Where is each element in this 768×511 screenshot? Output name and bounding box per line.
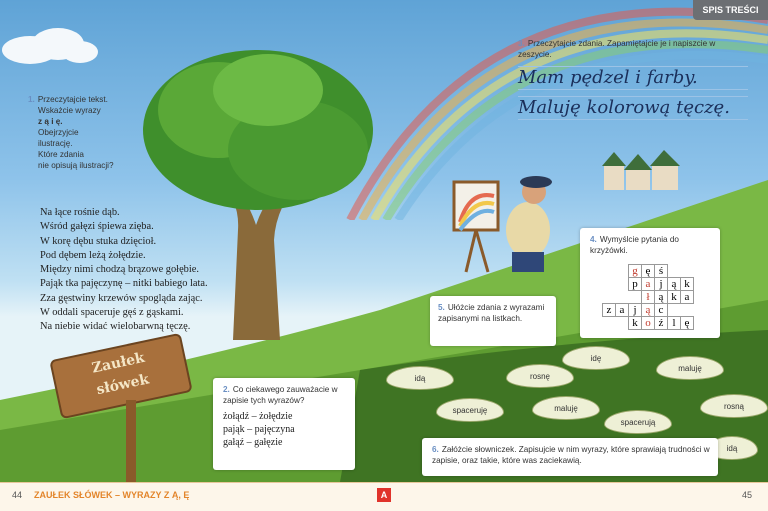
poem-line: W korę dębu stuka dzięcioł. [40,235,157,247]
task-1-line: nie opisują ilustracji? [38,161,114,170]
task-1-line: Które zdania [38,150,84,159]
page-number-right: 45 [742,490,753,500]
poem-text [40,206,270,335]
crossword-cell [668,304,681,317]
word-leaf: maluję [656,356,724,380]
crossword-cell: ą [668,278,681,291]
crossword-cell: g [629,265,642,278]
handwriting-sentence-2: Maluję kolorową tęczę. [518,97,730,118]
task-1-line: z ą i ę. [38,117,63,126]
poem-line: Pod dębem leżą żołędzie. [40,249,146,261]
task-4-crossword-box [580,228,720,338]
chapter-title: ZAUŁEK SŁÓWEK – WYRAZY Z Ą, Ę [34,490,190,500]
task-1-line: ilustrację. [38,139,73,148]
page-number-left: 44 [12,490,23,500]
crossword-cell: j [655,278,668,291]
crossword-cell [616,265,629,278]
task-1-line: Wskażcie wyrazy [38,106,101,115]
poem-line: Wśród gałęzi śpiewa zięba. [40,221,154,233]
task-5-box [430,296,556,346]
crossword-cell: a [616,304,629,317]
crossword-cell: ś [655,265,668,278]
task-6-text: Załóżcie słowniczek. Zapisujcie w nim wyrazy, które sprawiają trudności w zapisie, oraz takie, które was zaciekawią. [432,445,710,465]
word-leaf: idą [706,436,758,460]
task-number: 6. [432,445,439,454]
crossword-cell: ę [681,317,694,330]
crossword-cell: ź [655,317,668,330]
handwriting-line [518,66,748,90]
crossword-cell: ą [642,304,655,317]
task-3 [518,38,748,120]
crossword-cell [681,265,694,278]
task-6-box [422,438,718,476]
task-2-box [213,378,355,470]
crossword-cell: o [642,317,655,330]
task-number: 3. [518,39,525,48]
table-of-contents-button[interactable] [693,0,768,20]
crossword-row [603,317,694,330]
crossword-cell [603,265,616,278]
handwriting-line [518,96,748,120]
poem-line: Między nimi chodzą brązowe gołębie. [40,264,199,276]
crossword-cell: k [681,278,694,291]
crossword-cell [616,278,629,291]
word-leaf: maluję [532,396,600,420]
crossword-row [603,291,694,304]
task-5-text: Ułóżcie zdania z wyrazami zapisanymi na listkach. [438,303,545,323]
word-pair: żołądź – żołędzie [223,411,293,422]
signpost-line-1: Zaułek [90,349,147,377]
painter-illustration [448,160,558,275]
crossword-cell [629,291,642,304]
crossword-row [603,304,694,317]
task-number: 1. [28,95,35,104]
word-leaf: idę [562,346,630,370]
page-footer [0,482,768,511]
cloud-illustration [0,22,100,66]
crossword-cell: l [668,317,681,330]
crossword-cell [616,291,629,304]
signpost-line-2: słówek [95,371,151,399]
crossword-row [603,278,694,291]
crossword-cell: ą [655,291,668,304]
crossword-cell: ę [642,265,655,278]
poem-line: W oddali spaceruje gęś z gąskami. [40,307,184,319]
poem-line: Na niebie widać wielobarwną tęczę. [40,321,191,333]
task-number: 2. [223,385,230,394]
task-4-text: Wymyślcie pytania do krzyżówki. [590,235,679,255]
crossword-cell: j [629,304,642,317]
crossword-cell: z [603,304,616,317]
crossword-cell: a [681,291,694,304]
word-leaf: rosnę [506,364,574,388]
task-1-line: Przeczytajcie tekst. [37,95,108,104]
task-number: 5. [438,303,445,312]
task-number: 4. [590,235,597,244]
word-pair: gałąź – gałęzie [223,437,283,448]
task-3-text: Przeczytajcie zdania. Zapamiętajcie je i napiszcie w zeszycie. [518,39,716,59]
crossword-cell [603,278,616,291]
crossword-cell: a [642,278,655,291]
crossword-cell [681,304,694,317]
poem-line: Zza gęstwiny krzewów spogląda zając. [40,292,203,304]
table-of-contents-label: SPIS TREŚCI [702,5,759,15]
crossword-cell [668,265,681,278]
crossword-cell: p [629,278,642,291]
word-leaf: spacerują [604,410,672,434]
crossword-cell [616,317,629,330]
crossword-cell: c [655,304,668,317]
crossword-cell: k [629,317,642,330]
signpost-pole [126,400,136,482]
poem-line: Na łące rośnie dąb. [40,207,120,218]
publisher-logo-icon: A [377,488,391,502]
poem-line: Pająk tka pajęczynę – nitki babiego lata. [40,278,208,290]
word-leaf: spaceruję [436,398,504,422]
crossword-cell [603,291,616,304]
crossword-cell [603,317,616,330]
word-pair: pająk – pajęczyna [223,424,295,435]
task-1-line: Obejrzyjcie [38,128,79,137]
task-2-text: Co ciekawego zauważacie w zapisie tych wyrazów? [223,385,338,405]
crossword-row [603,265,694,278]
houses-illustration [598,148,690,194]
word-leaf: idą [386,366,454,390]
word-leaf: rosną [700,394,768,418]
crossword-cell: k [668,291,681,304]
handwriting-sentence-1: Mam pędzel i farby. [518,67,698,88]
crossword-grid [602,264,694,330]
task-1 [28,94,168,171]
crossword-cell: ł [642,291,655,304]
